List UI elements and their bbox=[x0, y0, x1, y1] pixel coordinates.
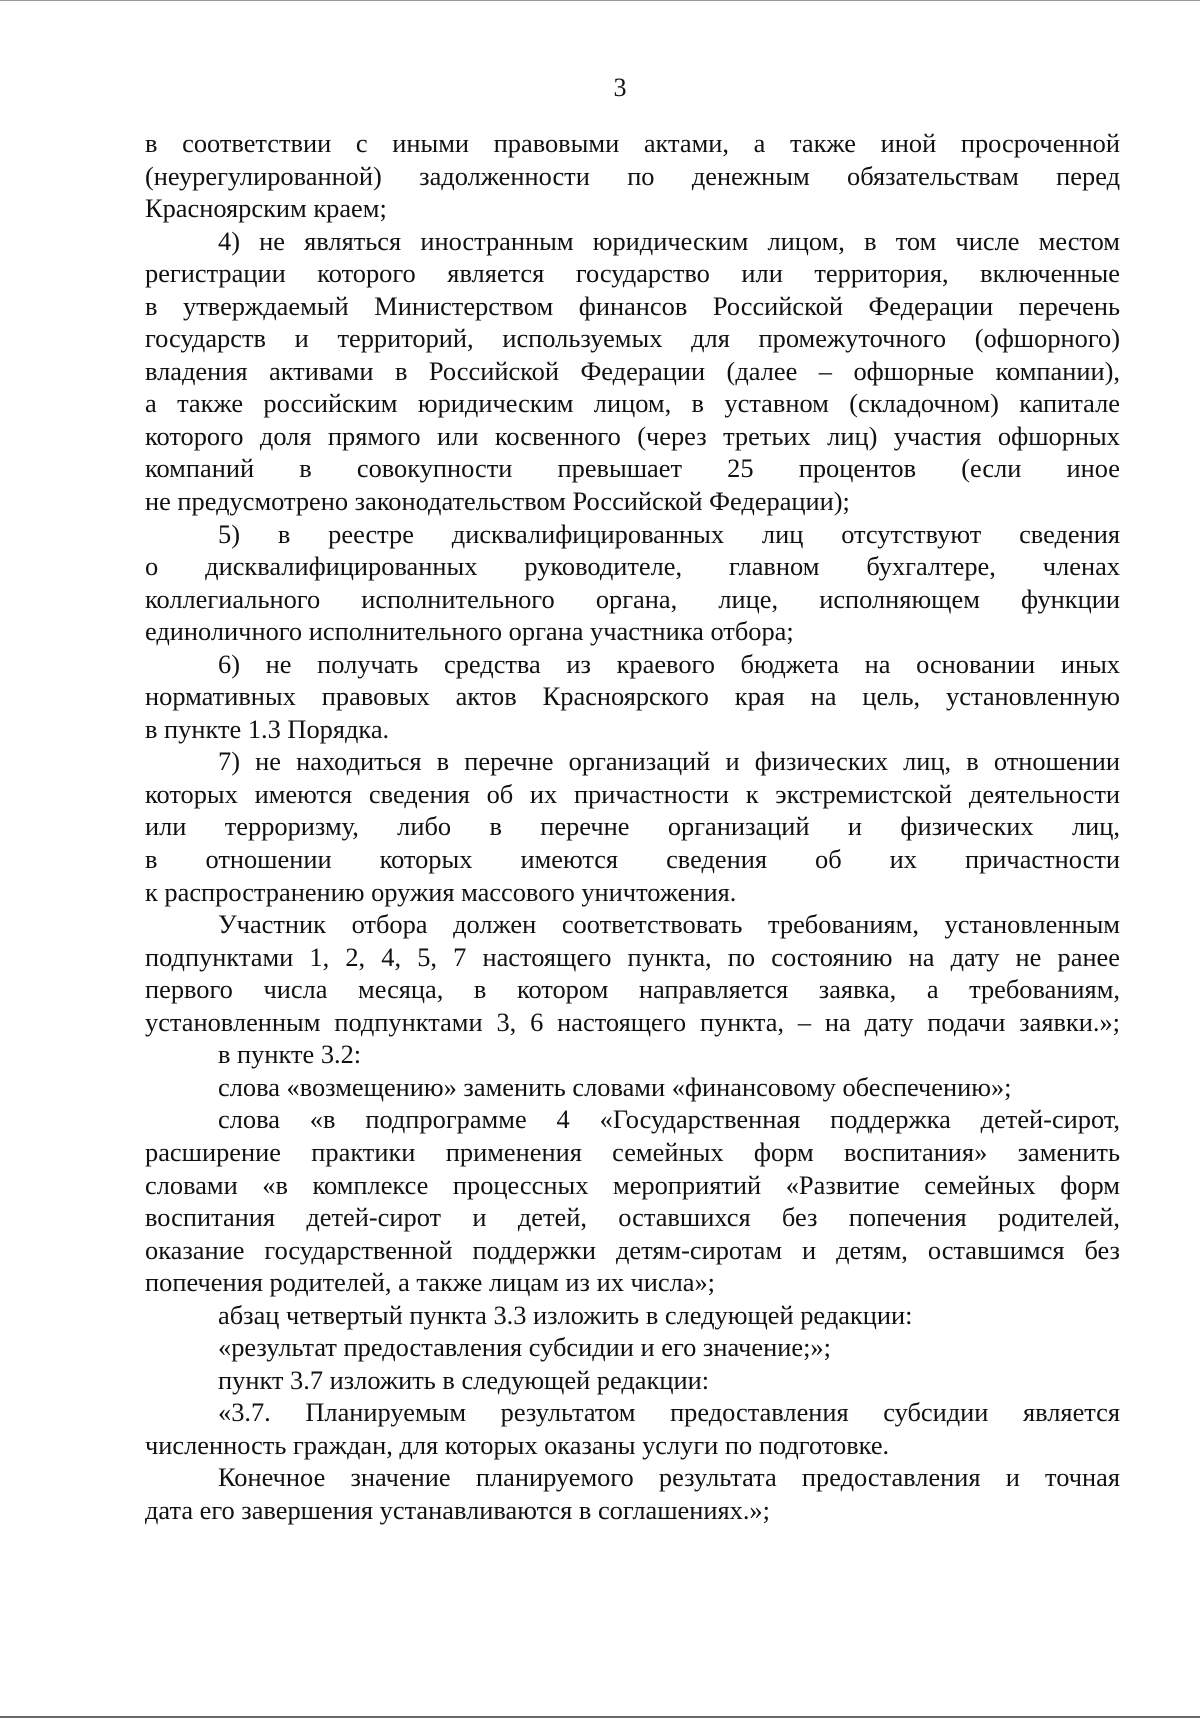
text-line: нормативных правовых актов Красноярского края на цель, установленную bbox=[145, 681, 1120, 712]
text-line: или терроризму, либо в перечне организаций и физических лиц, bbox=[145, 811, 1120, 842]
text-line: 5) в реестре дисквалифицированных лиц отсутствуют сведения bbox=[218, 518, 1120, 549]
page-number: 3 bbox=[613, 73, 627, 102]
text-line: 7) не находиться в перечне организаций и физических лиц, в отношении bbox=[218, 746, 1120, 777]
text-line: компаний в совокупности превышает 25 процентов (если иное bbox=[145, 453, 1120, 484]
text-line: к распространению оружия массового уничтожения. bbox=[145, 876, 737, 907]
text-line: (неурегулированной) задолженности по денежным обязательствам перед bbox=[145, 160, 1120, 191]
text-line: которого доля прямого или косвенного (через третьих лиц) участия офшорных bbox=[145, 420, 1120, 451]
text-line: пункт 3.7 изложить в следующей редакции: bbox=[218, 1364, 710, 1395]
text-line: воспитания детей-сирот и детей, оставшихся без попечения родителей, bbox=[145, 1202, 1120, 1233]
text-line: в соответствии с иными правовыми актами, а также иной просроченной bbox=[145, 128, 1120, 158]
text-line: о дисквалифицированных руководителе, главном бухгалтере, членах bbox=[145, 551, 1120, 582]
text-line: 6) не получать средства из краевого бюджета на основании иных bbox=[218, 648, 1120, 679]
text-line: расширение практики применения семейных форм воспитания» заменить bbox=[145, 1136, 1120, 1167]
text-line: не предусмотрено законодательством Российской Федерации); bbox=[145, 486, 850, 517]
text-line: «результат предоставления субсидии и его значение;»; bbox=[218, 1332, 831, 1363]
text-line: численность граждан, для которых оказаны услуги по подготовке. bbox=[145, 1429, 890, 1460]
text-line: регистрации которого является государство или территория, включенные bbox=[145, 258, 1120, 289]
text-line: в пункте 1.3 Порядка. bbox=[145, 713, 390, 744]
text-line: Красноярским краем; bbox=[145, 193, 387, 224]
text-line: которых имеются сведения об их причастности к экстремистской деятельности bbox=[145, 778, 1120, 809]
text-line: дата его завершения устанавливаются в соглашениях.»; bbox=[145, 1494, 770, 1525]
text-line: в пункте 3.2: bbox=[218, 1039, 362, 1070]
document-body bbox=[145, 127, 1120, 1527]
text-line: в отношении которых имеются сведения об их причастности bbox=[145, 844, 1120, 875]
text-line: «3.7. Планируемым результатом предоставления субсидии является bbox=[218, 1397, 1120, 1428]
top-edge-line bbox=[0, 0, 1200, 1]
text-line: Участник отбора должен соответствовать требованиям, установленным bbox=[218, 909, 1120, 940]
text-line: установленным подпунктами 3, 6 настоящего пункта, – на дату подачи заявки.»; bbox=[145, 1006, 1120, 1037]
text-line: единоличного исполнительного органа участника отбора; bbox=[145, 616, 794, 647]
text-line: 4) не являться иностранным юридическим лицом, в том числе местом bbox=[218, 225, 1120, 256]
text-line: слова «в подпрограмме 4 «Государственная поддержка детей-сирот, bbox=[218, 1104, 1120, 1135]
bottom-edge-line bbox=[0, 1716, 1200, 1718]
text-line: первого числа месяца, в котором направляется заявка, а требованиям, bbox=[145, 974, 1120, 1005]
text-line: а также российским юридическим лицом, в уставном (складочном) капитале bbox=[145, 388, 1120, 419]
text-line: абзац четвертый пункта 3.3 изложить в следующей редакции: bbox=[218, 1299, 913, 1330]
text-line: подпунктами 1, 2, 4, 5, 7 настоящего пункта, по состоянию на дату не ранее bbox=[145, 941, 1120, 972]
text-line: слова «возмещению» заменить словами «финансовому обеспечению»; bbox=[218, 1071, 1012, 1102]
text-line: владения активами в Российской Федерации (далее – офшорные компании), bbox=[145, 355, 1120, 386]
text-line: коллегиального исполнительного органа, лице, исполняющем функции bbox=[145, 583, 1120, 614]
text-line: в утверждаемый Министерством финансов Российской Федерации перечень bbox=[145, 290, 1120, 321]
text-line: попечения родителей, а также лицам из их числа»; bbox=[145, 1267, 716, 1298]
text-line: государств и территорий, используемых для промежуточного (офшорного) bbox=[145, 323, 1120, 354]
text-line: словами «в комплексе процессных мероприятий «Развитие семейных форм bbox=[145, 1169, 1120, 1200]
text-line: оказание государственной поддержки детям-сиротам и детям, оставшимся без bbox=[145, 1234, 1120, 1265]
text-line: Конечное значение планируемого результата предоставления и точная bbox=[218, 1462, 1120, 1493]
